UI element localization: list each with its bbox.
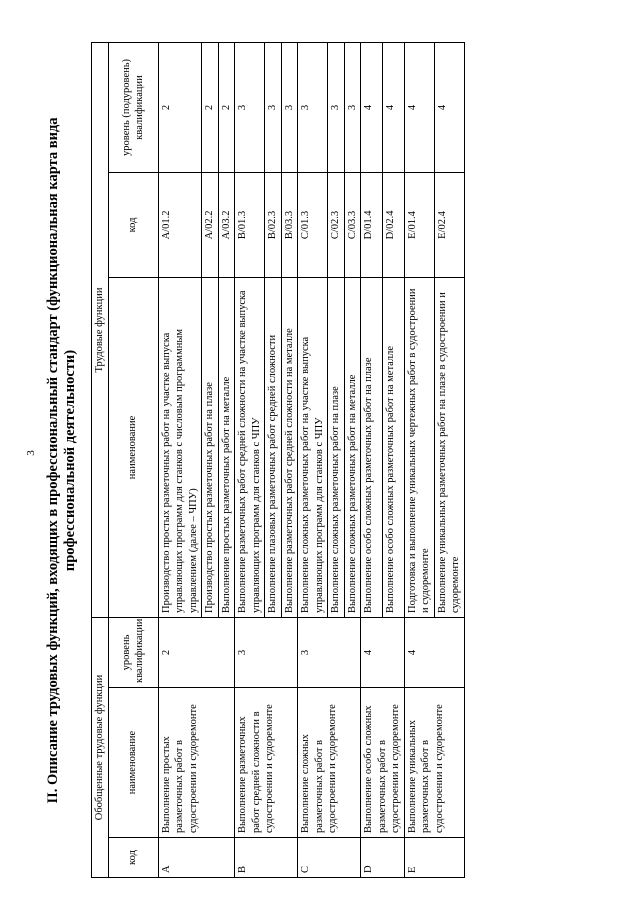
- table-row: [235, 42, 265, 877]
- function-code: C/01.3: [298, 172, 328, 277]
- function-code: A/01.2: [158, 172, 202, 277]
- group-level: 3: [235, 617, 298, 687]
- function-level: 3: [344, 42, 361, 172]
- header-code: код: [108, 838, 158, 878]
- group-level: 4: [361, 617, 405, 687]
- function-level: 4: [434, 42, 464, 172]
- group-name: Выполнение особо сложных разметочных работ в судостроении и судоремонте: [361, 688, 405, 838]
- function-code: D/01.4: [361, 172, 383, 277]
- function-code: B/02.3: [265, 172, 282, 277]
- function-level: 4: [382, 42, 404, 172]
- function-name: Выполнение особо сложных разметочных работ на металле: [382, 277, 404, 617]
- function-level: 2: [202, 42, 219, 172]
- table-body: [158, 42, 464, 877]
- function-level: 3: [265, 42, 282, 172]
- section-title: [45, 53, 79, 868]
- function-name: Выполнение плазовых разметочных работ средней сложности: [265, 277, 282, 617]
- functional-map-table: [91, 42, 465, 878]
- function-code: D/02.4: [382, 172, 404, 277]
- table-row: [404, 42, 434, 877]
- function-name: Выполнение уникальных разметочных работ на плазе в судостроении и судоремонте: [434, 277, 464, 617]
- header-sublevel: уровень (подуровень) квалификации: [108, 42, 158, 172]
- group-code: E: [404, 838, 464, 878]
- function-name: Выполнение сложных разметочных работ на участке выпуска управляющих программ для станков с ЧПУ: [298, 277, 328, 617]
- group-level: 2: [158, 617, 235, 687]
- function-code: A/02.2: [202, 172, 219, 277]
- group-code: C: [298, 838, 361, 878]
- header-labor: Трудовые функции: [92, 42, 109, 617]
- group-name: Выполнение простых разметочных работ в судостроении и судоремонте: [158, 688, 235, 838]
- function-name: Подготовка и выполнение уникальных чертежных работ в судостроении и судоремонте: [404, 277, 434, 617]
- function-code: A/03.2: [218, 172, 235, 277]
- function-code: E/02.4: [434, 172, 464, 277]
- function-code: B/03.3: [281, 172, 298, 277]
- group-name: Выполнение разметочных работ средней сложности в судостроении и судоремонте: [235, 688, 298, 838]
- function-code: C/03.3: [344, 172, 361, 277]
- function-level: 3: [328, 42, 345, 172]
- group-level: 4: [404, 617, 464, 687]
- table-row: [361, 42, 383, 877]
- group-name: Выполнение сложных разметочных работ в судостроении и судоремонте: [298, 688, 361, 838]
- group-code: A: [158, 838, 235, 878]
- page-number: 3: [25, 450, 37, 456]
- table-row: [298, 42, 328, 877]
- header-level: уровень квалификации: [108, 617, 158, 687]
- function-name: Выполнение особо сложных разметочных работ на плазе: [361, 277, 383, 617]
- function-name: Производство простых разметочных работ на участке выпуска управляющих программ для станков с числовым программным управлением (далее – ЧПУ): [158, 277, 202, 617]
- rotated-content: [25, 43, 625, 878]
- header-name: наименование: [108, 688, 158, 838]
- function-name: Производство простых разметочных работ на плазе: [202, 277, 219, 617]
- function-level: 3: [235, 42, 265, 172]
- title-line-1: II. Описание трудовых функций, входящих в профессиональный стандарт (функциональная карта вида: [45, 117, 61, 804]
- function-code: C/02.3: [328, 172, 345, 277]
- function-name: Выполнение сложных разметочных работ на плазе: [328, 277, 345, 617]
- function-name: Выполнение сложных разметочных работ на металле: [344, 277, 361, 617]
- function-level: 3: [281, 42, 298, 172]
- table-row: [158, 42, 202, 877]
- function-level: 2: [158, 42, 202, 172]
- group-code: D: [361, 838, 405, 878]
- function-code: E/01.4: [404, 172, 434, 277]
- group-code: B: [235, 838, 298, 878]
- function-level: 2: [218, 42, 235, 172]
- function-level: 4: [404, 42, 434, 172]
- header-function-code: код: [108, 172, 158, 277]
- title-line-2: профессиональной деятельности): [62, 349, 78, 572]
- function-level: 3: [298, 42, 328, 172]
- function-name: Выполнение разметочных работ средней сложности на участке выпуска управляющих программ для станков с ЧПУ: [235, 277, 265, 617]
- header-generalized: Обобщенные трудовые функции: [92, 617, 109, 877]
- group-name: Выполнение уникальных разметочных работ в судостроении и судоремонте: [404, 688, 464, 838]
- function-code: B/01.3: [235, 172, 265, 277]
- header-function-name: наименование: [108, 277, 158, 617]
- function-name: Выполнение простых разметочных работ на металле: [218, 277, 235, 617]
- function-level: 4: [361, 42, 383, 172]
- function-name: Выполнение разметочных работ средней сложности на металле: [281, 277, 298, 617]
- group-level: 3: [298, 617, 361, 687]
